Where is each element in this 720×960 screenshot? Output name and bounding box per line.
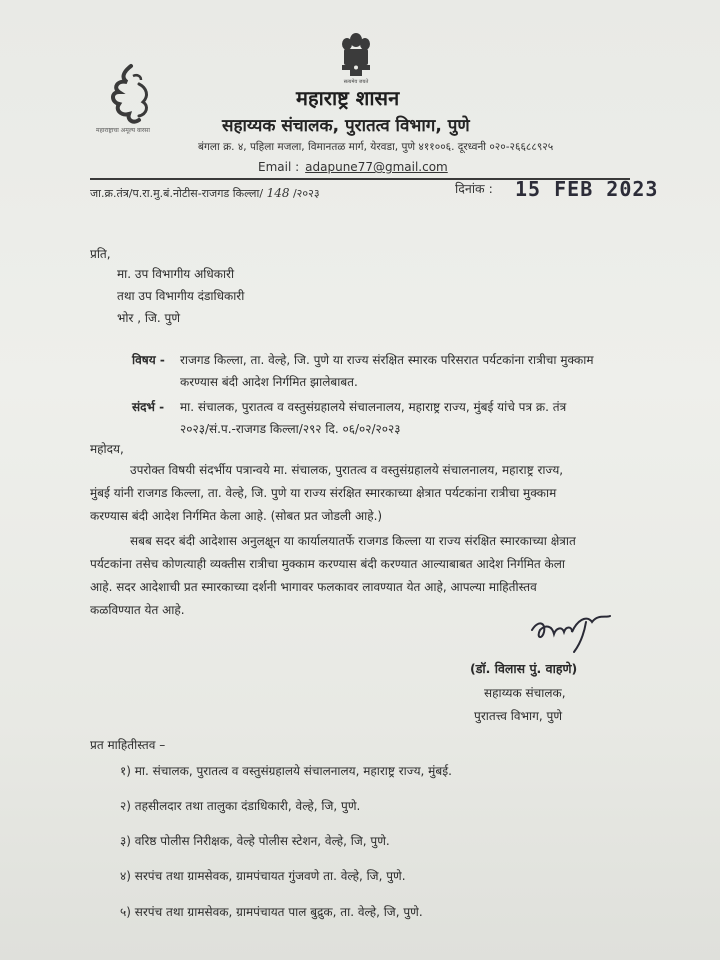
- reference-number-handwritten: 148: [266, 186, 290, 200]
- office-address: बंगला क्र. ४, पहिला मजला, विमानतळ मार्ग, येरवडा, पुणे ४११००६. दूरध्वनी ०२०-२६६८८९२५: [198, 141, 554, 153]
- signature-scribble-icon: [528, 612, 618, 658]
- subject-label: विषय -: [132, 353, 165, 367]
- emblem-motto: सत्यमेव जयते: [343, 79, 369, 85]
- paragraph-line: करण्यास बंदी आदेश निर्गमित केला आहे. (सोबत प्रत जोडली आहे.): [90, 509, 383, 523]
- signatory-department: पुरातत्त्व विभाग, पुणे: [474, 709, 562, 723]
- date-stamp: 15 FEB 2023: [515, 177, 659, 201]
- logo-caption: महाराष्ट्राचा अमूल्य वारसा: [96, 127, 150, 134]
- signatory-designation: सहाय्यक संचालक,: [484, 686, 566, 700]
- reference-number-prefix: जा.क्र.तंत्र/प.रा.मु.बं.नोटीस-राजगड किल्ला/: [90, 187, 264, 200]
- paragraph-line: मुंबई यांनी राजगड किल्ला, ता. वेल्हे, जि. पुणे या राज्य संरक्षित स्मारकाच्या क्षेत्रात पर्यटकांना रात्रीचा मुक्काम: [90, 486, 557, 500]
- copies-heading: प्रत माहितीस्तव –: [90, 738, 166, 752]
- copy-recipient: २) तहसीलदार तथा तालुका दंडाधिकारी, वेल्हे, जि, पुणे.: [120, 799, 361, 813]
- reference-number: [90, 186, 320, 201]
- sandarbh-line: २०२३/सं.प.-राजगड किल्ला/२९२ दि. ०६/०२/२०२३: [180, 422, 401, 436]
- recipient-prati: प्रति,: [90, 247, 111, 261]
- recipient-line: तथा उप विभागीय दंडाधिकारी: [117, 289, 245, 303]
- signatory-name: (डॉ. विलास पुं. वाहणे): [470, 661, 578, 676]
- copy-recipient: ५) सरपंच तथा ग्रामसेवक, ग्रामपंचायत पाल बुद्रुक, ता. वेल्हे, जि, पुणे.: [120, 905, 423, 919]
- reference-number-suffix: /२०२३: [292, 187, 320, 200]
- office-title: सहाय्यक संचालक, पुरातत्व विभाग, पुणे: [222, 116, 470, 136]
- email-row: [258, 160, 448, 174]
- salutation: महोदय,: [90, 442, 124, 456]
- government-title: महाराष्ट्र शासन: [296, 86, 400, 110]
- subject-line: राजगड किल्ला, ता. वेल्हे, जि. पुणे या राज्य संरक्षित स्मारक परिसरात पर्यटकांना रात्रीचा मुक्काम: [180, 353, 594, 367]
- recipient-line: भोर , जि. पुणे: [117, 311, 181, 325]
- copy-recipient: ३) वरिष्ठ पोलीस निरीक्षक, वेल्हे पोलीस स्टेशन, वेल्हे, जि, पुणे.: [120, 834, 390, 848]
- subject-line: करण्यास बंदी आदेश निर्गमित झालेबाबत.: [180, 375, 358, 389]
- recipient-line: मा. उप विभागीय अधिकारी: [117, 267, 235, 281]
- paragraph-line: सबब सदर बंदी आदेशास अनुलक्षून या कार्यालयातर्फे राजगड किल्ला या राज्य संरक्षित स्मारकाच्या क्षेत्रात: [130, 534, 576, 548]
- sandarbh-line: मा. संचालक, पुरातत्व व वस्तुसंग्रहालये संचालनालय, महाराष्ट्र राज्य, मुंबई यांचे पत्र क्र. तंत्र: [180, 400, 567, 414]
- paragraph-line: उपरोक्त विषयी संदर्भीय पत्रान्वये मा. संचालक, पुरातत्व व वस्तुसंग्रहालये संचालनालय, महाराष्ट्र राज्य,: [130, 463, 564, 477]
- sandarbh-label: संदर्भ -: [132, 400, 165, 414]
- email-label: Email :: [258, 160, 300, 174]
- email-address[interactable]: adapune77@gmail.com: [305, 160, 448, 174]
- national-emblem-icon: [336, 30, 376, 85]
- paragraph-line: कळविण्यात येत आहे.: [90, 603, 185, 617]
- date-label: दिनांक :: [455, 181, 493, 196]
- paragraph-line: पर्यटकांना तसेच कोणत्याही व्यक्तीस रात्रीचा मुक्काम करण्यास बंदी करण्यात आल्याबाबत आदेश निर्गमित केला: [90, 557, 565, 571]
- copy-recipient: १) मा. संचालक, पुरातत्व व वस्तुसंग्रहालये संचालनालय, महाराष्ट्र राज्य, मुंबई.: [120, 764, 452, 778]
- heritage-logo-icon: [103, 62, 163, 132]
- copy-recipient: ४) सरपंच तथा ग्रामसेवक, ग्रामपंचायत गुंजवणे ता. वेल्हे, जि, पुणे.: [120, 869, 406, 883]
- paragraph-line: आहे. सदर आदेशाची प्रत स्मारकाच्या दर्शनी भागावर फलकावर लावण्यात येत आहे, आपल्या माहितीस्तव: [90, 580, 537, 594]
